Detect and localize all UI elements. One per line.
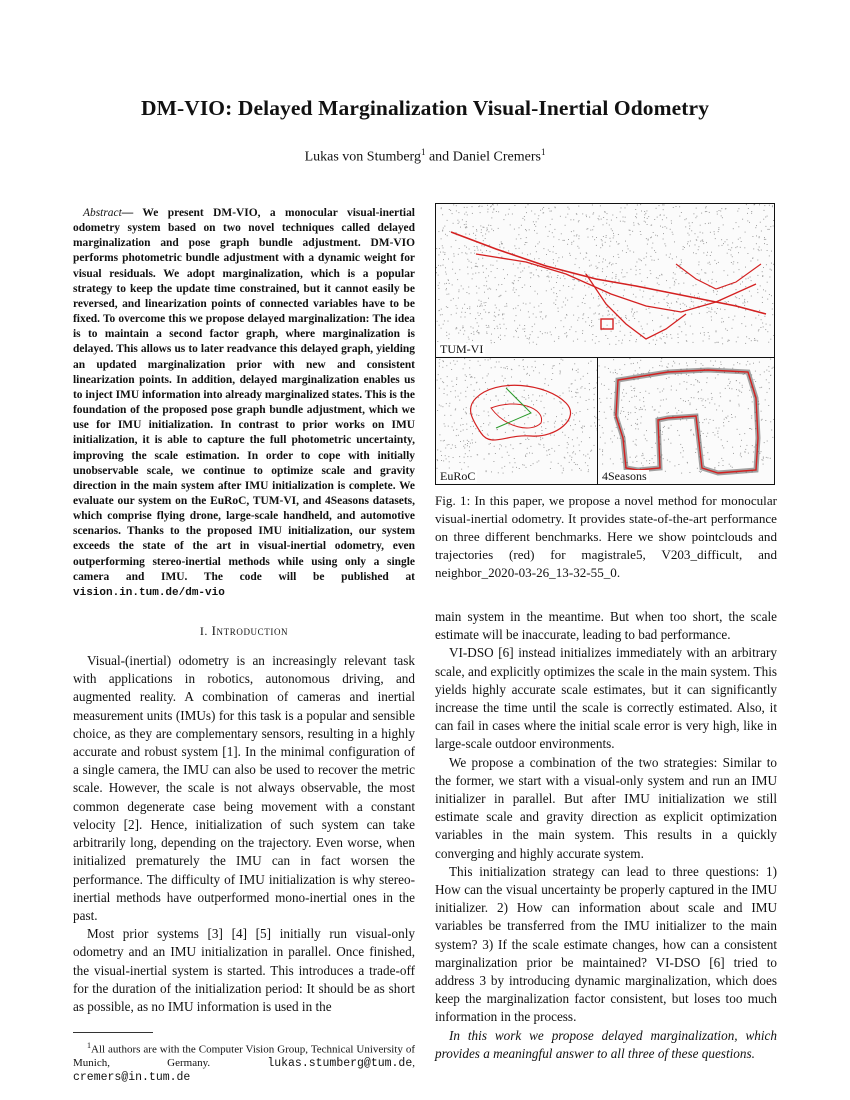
paragraph [435, 1027, 777, 1063]
figure-panel-4seasons [597, 357, 775, 485]
closing-statement: In this work we propose delayed marginalization, which provides a meaningful answer to all three of these questions. [435, 1027, 777, 1061]
author-separator: and [425, 149, 453, 165]
affiliation-mark: 1 [540, 147, 546, 157]
paper-title: DM-VIO: Delayed Marginalization Visual-Inertial Odometry [140, 96, 710, 120]
abstract-label: Abstract [83, 207, 122, 219]
author-line [0, 147, 850, 166]
section-number: I. [199, 624, 212, 639]
pointcloud-image [598, 358, 775, 485]
left-column [73, 206, 415, 1084]
section-title: Introduction [211, 623, 289, 639]
paragraph: Visual-(inertial) odometry is an increasingly relevant task with applications in robotics, autonomous driving, and augmented reality. A combination of cameras and inertial measurement units (IMUs) for this task is a popular and sensible choice, as they are complementary sensors, resulting in a highly accurate and robust system [1]. In the minimal configuration of a single camera, the IMU can also be used to recover the metric scale. However, the scale is not always observable, the most common degenerate case being movement with a constant velocity [2]. Hence, initialization of such system can take arbitrarily long, depending on the trajectory. Even worse, when initialized prematurely the IMU can in fact worsen the performance. The difficulty of IMU initialization is why stereo-inertial methods have outperformed mono-inertial ones in the past. [73, 653, 415, 923]
abstract-dash: — [121, 207, 143, 219]
affiliation-mark: 1 [420, 147, 426, 157]
author-name: Lukas von Stumberg [304, 149, 421, 165]
panel-label: EuRoC [440, 469, 476, 483]
paragraph: main system in the meantime. But when too short, the scale estimate will be inaccurate, leading to bad performance. [435, 609, 777, 643]
abstract [73, 206, 415, 601]
email-link[interactable]: cremers@in.tum.de [73, 1070, 191, 1084]
paragraph: This initialization strategy can lead to three questions: 1) How can the visual uncertainty be properly captured in the IMU initializer. 2) How can information about scale and IMU variables be transferred from the IMU initializer to the main system? 3) If the scale estimate changes, how can a consistent marginalization prior be maintained? VI-DSO [6] tried to address 3 by introducing dynamic marginalization, which does keep the marginalization factor consistent, but loses too much information in the process. [435, 863, 777, 1025]
panel-label: 4Seasons [602, 469, 647, 483]
abstract-text: We present DM-VIO, a monocular visual-inertial odometry system based on two novel techniques called delayed marginalization and pose graph bundle adjustment. DM-VIO performs photometric bundle adjustment with a dynamic weight for visual residuals. We adopt marginalization, which is a popular strategy to keep the update time constrained, but it cannot easily be reversed, and linearization points of connected variables have to be fixed. To overcome this we propose delayed marginalization: The idea is to maintain a second factor graph, where marginalization is delayed. This allows us to later readvance this delayed graph, yielding an updated marginalization prior with new and consistent linearization points. In addition, delayed marginalization enables us to inject IMU information into already marginalized states. This is the foundation of the proposed pose graph bundle adjustment, which we use for IMU initialization. In contrast to prior works on IMU initialization, it is able to capture the full photometric uncertainty, improving the scale estimation. In order to cope with initially unobservable scale, we continue to optimize scale and gravity direction in the main system after IMU initialization is complete. We evaluate our system on the EuRoC, TUM-VI, and 4Seasons datasets, which comprise flying drone, large-scale handheld, and automotive scenarios. Thanks to the proposed IMU initialization, our system exceeds the state of the art in visual-inertial odometry, even outperforming stereo-inertial methods while using only a single camera and IMU. The code will be published at [73, 207, 415, 583]
paragraph: VI-DSO [6] instead initializes immediately with an arbitrary scale, and explicitly optimizes the scale in the main system. This yields highly accurate scale estimates, but it can significantly increase the time until the scale is correctly estimated. Also, it can fail in cases where the initial scale error is very high, like in large-scale outdoor environments. [435, 645, 777, 752]
pointcloud-image [436, 358, 598, 485]
footnote-separator: , [412, 1057, 415, 1070]
footnote-rule [73, 1032, 153, 1033]
right-column [435, 608, 777, 1063]
figure-panel-tumvi [435, 203, 775, 358]
figure-caption: Fig. 1: In this paper, we propose a novel method for monocular visual-inertial odometry. It provides state-of-the-art performance on three different benchmarks. Here we show pointclouds and trajectories (red) for magistrale5, V203_difficult, and neighbor_2020-03-26_13-32-55_0. [435, 493, 777, 580]
figure-panel-euroc [435, 357, 598, 485]
paragraph: We propose a combination of the two strategies: Similar to the former, we start with a visual-only system and run an IMU initializer in parallel. But after IMU initialization we still estimate scale and gravity direction as explicit optimization variables in the main system. This results in a quickly converging and highly accurate system. [435, 754, 777, 861]
pointcloud-image [436, 204, 775, 358]
footnote-text: All authors are with the Computer Vision Group, Technical University of Munich, Germany. [73, 1043, 415, 1070]
author-name: Daniel Cremers [452, 149, 541, 165]
email-link[interactable]: lukas.stumberg@tum.de [267, 1057, 413, 1071]
paragraph: Most prior systems [3] [4] [5] initially run visual-only odometry and an IMU initialization in parallel. Once finished, the visual-inertial system is started. This introduces a trade-off for the duration of the initialization period: It should be as short as possible, as no IMU information is used in the [73, 926, 415, 1014]
figure-1 [435, 203, 775, 485]
code-url[interactable]: vision.in.tum.de/dm-vio [73, 586, 225, 599]
footnote [73, 1039, 415, 1084]
footnote-mark: 1 [87, 1041, 91, 1051]
section-heading [73, 623, 415, 639]
panel-label: TUM-VI [440, 342, 484, 356]
